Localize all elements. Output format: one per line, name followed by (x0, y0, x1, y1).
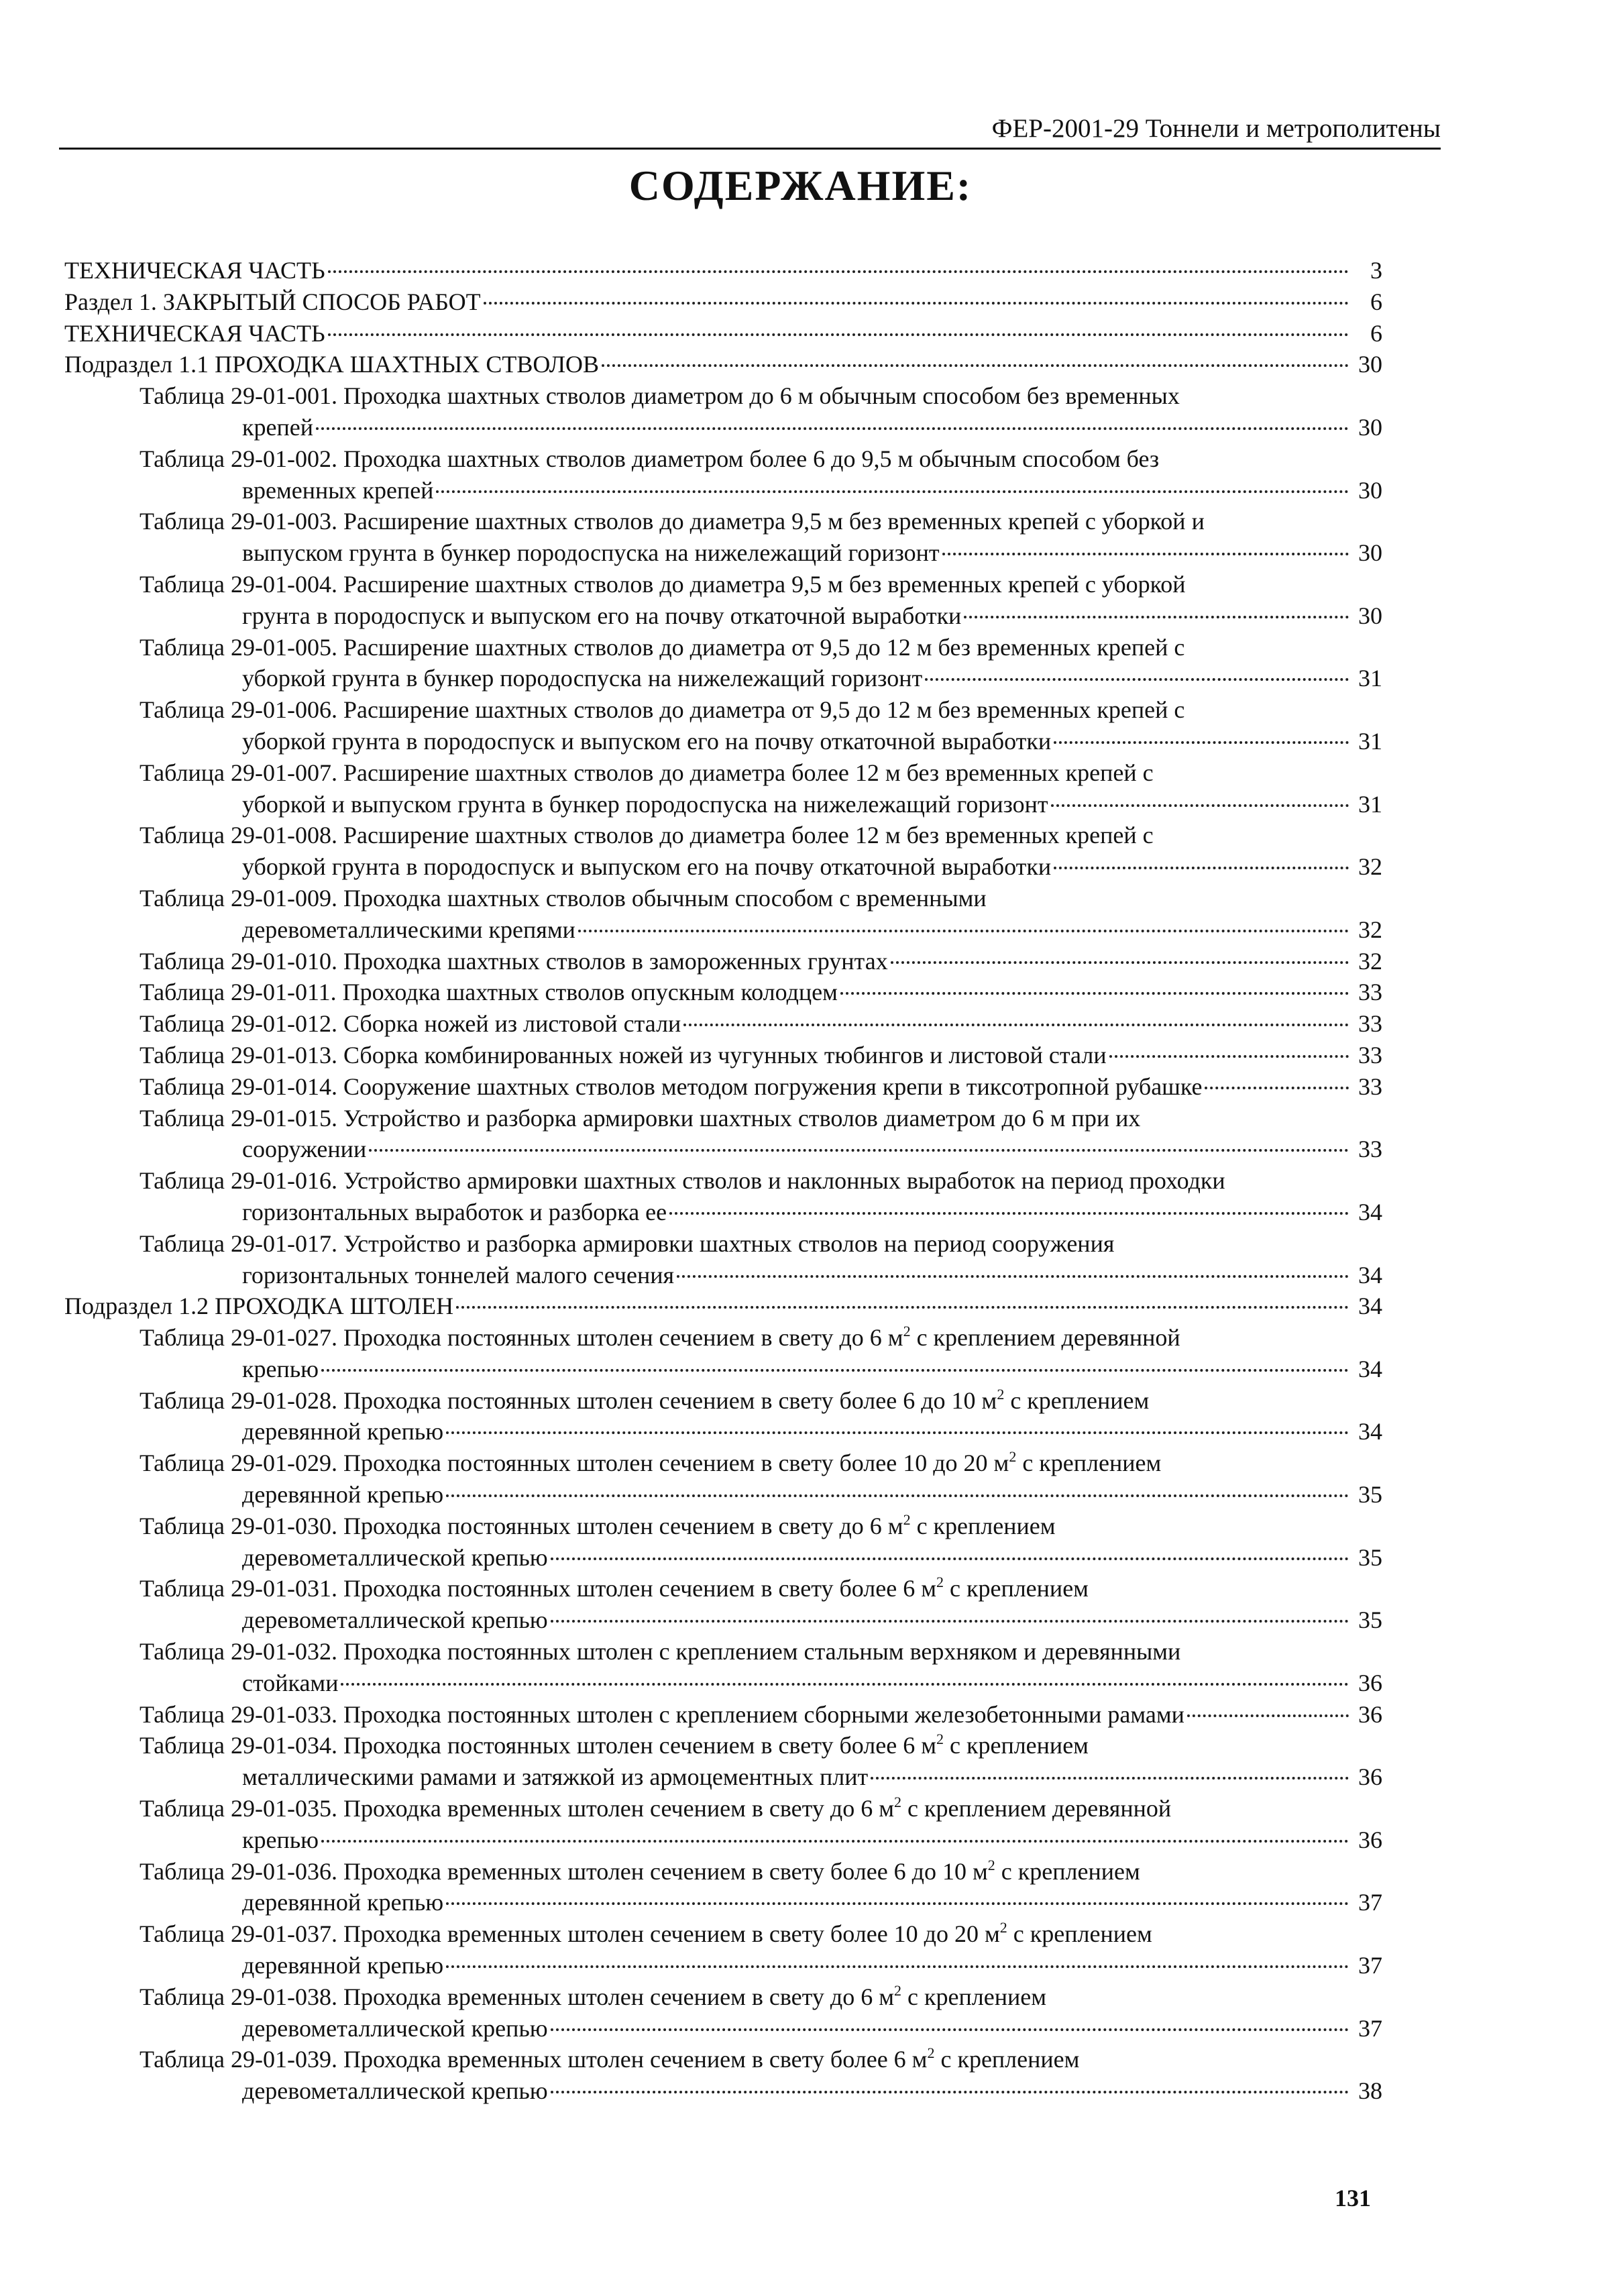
dot-leader (328, 270, 1349, 273)
toc-entry-text: Таблица 29-01-038. Проходка временных штолен сечением в свету до 6 $м^2$ с креплением (140, 1981, 1046, 2010)
toc-page-number: 36 (1358, 1763, 1382, 1791)
dot-leader (456, 1306, 1349, 1309)
dot-leader (1187, 1714, 1349, 1717)
page-header (59, 113, 1441, 150)
toc-page-number: 30 (1358, 351, 1382, 378)
dot-leader (1109, 1055, 1349, 1058)
toc-entry-text: деревометаллическими крепями (242, 916, 575, 943)
toc-entry-text: Таблица 29-01-008. Расширение шахтных стволов до диаметра более 12 м без временных крепей с (140, 822, 1154, 849)
dot-leader (578, 930, 1349, 932)
toc-entry[interactable] (64, 977, 1382, 1008)
toc-entry-text: Раздел 1. ЗАКРЫТЫЙ СПОСОБ РАБОТ (64, 288, 481, 315)
toc-entry[interactable] (64, 1699, 1382, 1731)
toc-entry[interactable] (64, 1918, 1382, 1981)
toc-page-number: 30 (1358, 476, 1382, 504)
dot-leader (871, 1777, 1349, 1780)
toc-entry[interactable] (64, 946, 1382, 977)
dot-leader (369, 1149, 1349, 1152)
dot-leader (1051, 804, 1349, 807)
toc-entry[interactable] (64, 1103, 1382, 1166)
dot-leader (925, 678, 1349, 681)
toc-page-number: 32 (1358, 916, 1382, 943)
toc-entry[interactable] (64, 286, 1382, 318)
toc-page-number: 36 (1358, 1826, 1382, 1853)
toc-entry[interactable] (64, 569, 1382, 632)
toc-entry-text: Таблица 29-01-031. Проходка постоянных штолен сечением в свету более 6 $м^2$ с креплением (140, 1574, 1089, 1602)
toc-entry[interactable] (64, 883, 1382, 946)
toc-entry[interactable] (64, 380, 1382, 443)
dot-leader (328, 333, 1349, 336)
toc-entry-text: уборкой грунта в породоспуск и выпуском его на почву откаточной выработки (242, 727, 1052, 755)
toc-entry-text: Таблица 29-01-002. Проходка шахтных стволов диаметром более 6 до 9,5 м обычным способом без (140, 445, 1160, 472)
toc-entry-text: деревометаллической крепью (242, 2077, 548, 2105)
toc-entry[interactable] (64, 1385, 1382, 1448)
toc-page-number: 30 (1358, 413, 1382, 441)
document-title: ФЕР-2001-29 Тоннели и метрополитены (991, 114, 1441, 143)
toc-page-number: 35 (1358, 1543, 1382, 1571)
dot-leader (840, 992, 1349, 995)
dot-leader (551, 1620, 1349, 1623)
toc-entry-text: Таблица 29-01-032. Проходка постоянных штолен с креплением стальным верхняком и деревянными (140, 1638, 1181, 1665)
toc-entry[interactable] (64, 255, 1382, 286)
toc-entry-text: уборкой и выпуском грунта в бункер породоспуска на нижележащий горизонт (242, 790, 1048, 818)
toc-entry-text: Таблица 29-01-015. Устройство и разборка армировки шахтных стволов диаметром до 6 м при их (140, 1104, 1141, 1132)
toc-page-number: 6 (1370, 288, 1382, 315)
dot-leader (316, 427, 1349, 430)
toc-entry-text: Таблица 29-01-027. Проходка постоянных штолен сечением в свету до 6 $м^2$ с креплением деревянной (140, 1323, 1180, 1352)
dot-leader (1054, 867, 1349, 869)
toc-page-number: 34 (1358, 1261, 1382, 1289)
toc-page-number: 37 (1358, 2014, 1382, 2042)
toc-entry-text: временных крепей (242, 476, 434, 504)
dot-leader (551, 1557, 1349, 1560)
toc-page-number: 33 (1358, 1073, 1382, 1100)
toc-entry-text: Таблица 29-01-006. Расширение шахтных стволов до диаметра от 9,5 до 12 м без временных крепей с (140, 696, 1185, 724)
toc-entry[interactable] (64, 757, 1382, 820)
toc-entry-text: сооружении (242, 1136, 367, 1163)
toc-entry-text: деревянной крепью (242, 1418, 444, 1445)
toc-entry[interactable] (64, 1511, 1382, 1574)
toc-entry[interactable] (64, 1981, 1382, 2044)
toc-entry-text: ТЕХНИЧЕСКАЯ ЧАСТЬ (64, 319, 325, 347)
toc-page-number: 6 (1370, 319, 1382, 347)
toc-entry-text: крепей (242, 413, 313, 441)
toc-page-number: 32 (1358, 853, 1382, 881)
dot-leader (436, 490, 1349, 493)
toc-entry-text: уборкой грунта в бункер породоспуска на нижележащий горизонт (242, 665, 923, 692)
toc-page-number: 33 (1358, 979, 1382, 1006)
toc-entry-text: Таблица 29-01-039. Проходка временных штолен сечением в свету более 6 $м^2$ с креплением (140, 2044, 1080, 2073)
dot-leader (1054, 741, 1349, 744)
toc-entry[interactable] (64, 1228, 1382, 1291)
toc-page-number: 30 (1358, 539, 1382, 567)
dot-leader (1205, 1087, 1349, 1089)
toc-entry-text: деревометаллической крепью (242, 1606, 548, 1634)
toc-entry-text: деревянной крепью (242, 1889, 444, 1916)
toc-page-number: 30 (1358, 602, 1382, 629)
dot-leader (551, 2091, 1349, 2093)
toc-page-number: 33 (1358, 1010, 1382, 1038)
toc-entry[interactable] (64, 1573, 1382, 1636)
toc-entry[interactable] (64, 1636, 1382, 1699)
toc-entry-text: металлическими рамами и затяжкой из армоцементных плит (242, 1763, 869, 1791)
dot-leader (891, 961, 1349, 964)
dot-leader (446, 1431, 1349, 1434)
dot-leader (321, 1840, 1349, 1843)
toc-entry-text: горизонтальных тоннелей малого сечения (242, 1261, 675, 1289)
toc-entry-text: крепью (242, 1826, 319, 1853)
toc-entry-text: крепью (242, 1355, 319, 1382)
toc-entry-text: Таблица 29-01-029. Проходка постоянных штолен сечением в свету более 10 до 20 $м^2$ с креплением (140, 1448, 1162, 1477)
toc-entry-text: Таблица 29-01-014. Сооружение шахтных стволов методом погружения крепи в тиксотропной рубашке (140, 1073, 1203, 1100)
dot-leader (964, 616, 1349, 618)
toc-entry-text: деревометаллической крепью (242, 2014, 548, 2042)
toc-entry-text: стойками (242, 1669, 339, 1696)
toc-entry-text: Таблица 29-01-012. Сборка ножей из листовой стали (140, 1010, 681, 1038)
toc-entry[interactable] (64, 1793, 1382, 1856)
toc-entry-text: Таблица 29-01-037. Проходка временных штолен сечением в свету более 10 до 20 $м^2$ с креплением (140, 1919, 1152, 1948)
toc-page-number: 34 (1358, 1355, 1382, 1382)
toc-page-number: 36 (1358, 1700, 1382, 1728)
toc-entry[interactable] (64, 632, 1382, 695)
toc-entry[interactable] (64, 506, 1382, 569)
toc-entry[interactable] (64, 1040, 1382, 1071)
toc-entry-text: Таблица 29-01-003. Расширение шахтных стволов до диаметра 9,5 м без временных крепей с уборкой и (140, 508, 1205, 535)
toc-page-number: 31 (1358, 665, 1382, 692)
toc-entry[interactable] (64, 820, 1382, 883)
toc-entry-text: Таблица 29-01-036. Проходка временных штолен сечением в свету более 6 до 10 $м^2$ с креплением (140, 1856, 1140, 1885)
dot-leader (669, 1212, 1349, 1215)
toc-entry-text: грунта в породоспуск и выпуском его на почву откаточной выработки (242, 602, 962, 629)
toc-entry-text: деревометаллической крепью (242, 1543, 548, 1571)
toc-entry-text: деревянной крепью (242, 1952, 444, 1979)
toc-entry-text: Таблица 29-01-033. Проходка постоянных штолен с креплением сборными железобетонными рамами (140, 1700, 1184, 1728)
dot-leader (551, 2028, 1349, 2031)
toc-page-number: 33 (1358, 1136, 1382, 1163)
toc-entry-text: Таблица 29-01-016. Устройство армировки шахтных стволов и наклонных выработок на период проходки (140, 1167, 1225, 1195)
toc-page-number: 34 (1358, 1293, 1382, 1320)
toc-entry-text: Таблица 29-01-010. Проходка шахтных стволов в замороженных грунтах (140, 947, 888, 975)
dot-leader (446, 1902, 1349, 1905)
toc-page-number: 35 (1358, 1606, 1382, 1634)
toc-entry-text: Таблица 29-01-034. Проходка постоянных штолен сечением в свету более 6 $м^2$ с креплением (140, 1731, 1089, 1759)
toc-entry-text: Таблица 29-01-035. Проходка временных штолен сечением в свету до 6 $м^2$ с креплением деревянной (140, 1794, 1172, 1822)
dot-leader (683, 1024, 1349, 1026)
page-title: СОДЕРЖАНИЕ: (628, 162, 973, 209)
toc-entry-text: Таблица 29-01-004. Расширение шахтных стволов до диаметра 9,5 м без временных крепей с уборкой (140, 570, 1186, 598)
toc-entry-text: Таблица 29-01-011. Проходка шахтных стволов опускным колодцем (140, 979, 838, 1006)
toc-entry[interactable] (64, 443, 1382, 506)
toc-page-number: 3 (1370, 257, 1382, 284)
toc-entry-text: Таблица 29-01-001. Проходка шахтных стволов диаметром до 6 м обычным способом без временных (140, 382, 1180, 410)
toc-entry-text: Подраздел 1.1 ПРОХОДКА ШАХТНЫХ СТВОЛОВ (64, 351, 600, 378)
toc-entry-text: горизонтальных выработок и разборка ее (242, 1198, 667, 1225)
dot-leader (341, 1683, 1349, 1686)
toc-entry[interactable] (64, 1165, 1382, 1228)
dot-leader (484, 302, 1349, 305)
toc-entry-text: Таблица 29-01-009. Проходка шахтных стволов обычным способом с временными (140, 884, 987, 912)
toc-entry[interactable] (64, 1071, 1382, 1103)
toc-page-number: 37 (1358, 1889, 1382, 1916)
table-of-contents (64, 255, 1382, 2107)
page-number: 131 (1335, 2185, 1371, 2211)
toc-entry[interactable] (64, 1730, 1382, 1793)
toc-entry-text: Таблица 29-01-013. Сборка комбинированных ножей из чугунных тюбингов и листовой стали (140, 1041, 1107, 1069)
toc-page-number: 35 (1358, 1481, 1382, 1509)
toc-entry-text: Таблица 29-01-030. Проходка постоянных штолен сечением в свету до 6 $м^2$ с креплением (140, 1511, 1056, 1539)
toc-entry[interactable] (64, 349, 1382, 380)
toc-entry-text: выпуском грунта в бункер породоспуска на нижележащий горизонт (242, 539, 940, 567)
toc-page-number: 31 (1358, 790, 1382, 818)
toc-entry-text: Таблица 29-01-017. Устройство и разборка армировки шахтных стволов на период сооружения (140, 1229, 1115, 1257)
toc-page-number: 34 (1358, 1198, 1382, 1225)
dot-leader (321, 1369, 1349, 1372)
dot-leader (677, 1275, 1349, 1278)
toc-page-number: 33 (1358, 1041, 1382, 1069)
dot-leader (942, 553, 1349, 555)
dot-leader (602, 364, 1349, 367)
toc-page-number: 36 (1358, 1669, 1382, 1696)
toc-entry-text: Подраздел 1.2 ПРОХОДКА ШТОЛЕН (64, 1293, 454, 1320)
dot-leader (446, 1494, 1349, 1497)
toc-page-number: 38 (1358, 2077, 1382, 2105)
toc-entry[interactable] (64, 1447, 1382, 1511)
toc-entry[interactable] (64, 1322, 1382, 1385)
toc-entry[interactable] (64, 1856, 1382, 1919)
toc-entry[interactable] (64, 1291, 1382, 1322)
toc-page-number: 34 (1358, 1418, 1382, 1445)
toc-entry[interactable] (64, 318, 1382, 349)
toc-entry-text: Таблица 29-01-007. Расширение шахтных стволов до диаметра более 12 м без временных крепей с (140, 759, 1154, 786)
toc-page-number: 32 (1358, 947, 1382, 975)
toc-page-number: 31 (1358, 727, 1382, 755)
toc-entry[interactable] (64, 694, 1382, 757)
toc-entry-text: Таблица 29-01-005. Расширение шахтных стволов до диаметра от 9,5 до 12 м без временных крепей с (140, 633, 1185, 661)
toc-entry[interactable] (64, 1008, 1382, 1040)
toc-entry-text: уборкой грунта в породоспуск и выпуском его на почву откаточной выработки (242, 853, 1052, 881)
toc-entry[interactable] (64, 2044, 1382, 2107)
toc-entry-text: Таблица 29-01-028. Проходка постоянных штолен сечением в свету более 6 до 10 $м^2$ с креплением (140, 1385, 1150, 1414)
toc-page-number: 37 (1358, 1952, 1382, 1979)
toc-entry-text: деревянной крепью (242, 1481, 444, 1509)
toc-entry-text: ТЕХНИЧЕСКАЯ ЧАСТЬ (64, 257, 325, 284)
dot-leader (446, 1965, 1349, 1968)
